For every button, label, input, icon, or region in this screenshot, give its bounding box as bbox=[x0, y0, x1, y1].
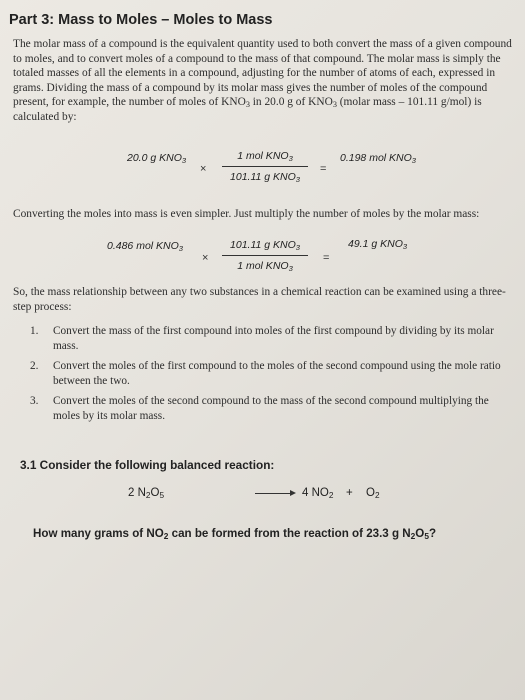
eq1-equals: = bbox=[320, 163, 327, 175]
reaction-product-o2: $O_2$ bbox=[366, 487, 380, 501]
list-item: 1. Convert the mass of the first compound into moles of the first compound by dividing by its molar mass. bbox=[30, 325, 494, 352]
intro-text: in 20.0 g of KNO bbox=[249, 96, 333, 109]
reaction-arrow-icon bbox=[255, 493, 291, 494]
page-title: Part 3: Mass to Moles – Moles to Mass bbox=[9, 12, 273, 28]
intro-text: (molar mass – 101.11 g/mol) is calculated by: bbox=[13, 96, 482, 123]
eq2-times: × bbox=[202, 252, 209, 264]
eq1-result: 0.198 mol $KNO_3$ bbox=[340, 152, 416, 165]
fraction-bar bbox=[222, 166, 308, 167]
list-item: 3. Convert the moles of the second compound to the mass of the second compound multiplying the moles by its molar mass. bbox=[30, 395, 489, 422]
steps-list bbox=[30, 324, 510, 430]
eq1-times: × bbox=[200, 163, 207, 175]
intro-text: The molar mass of a compound is the equivalent quantity used to both convert the mass of a given compound to moles, and to convert moles of a compound to the mass of that compound. The molar mass is simply the totaled masses of all the elements in a compound, adjusting for the number of atoms of each, expressed in grams. Dividing the mass of a compound by its molar mass gives the number of moles of the compound present, for example, the number of moles of KNO bbox=[13, 38, 512, 109]
eq1-given: 20.0 g $KNO_3$ bbox=[127, 152, 187, 165]
eq2-result: 49.1 g $KNO_3$ bbox=[348, 238, 408, 251]
eq2-fraction bbox=[222, 239, 308, 272]
steps-intro: So, the mass relationship between any two substances in a chemical reaction can be examined using a three-step process: bbox=[13, 286, 506, 313]
intro-paragraph bbox=[13, 37, 513, 125]
eq1-fraction bbox=[222, 150, 308, 183]
section-heading: 3.1 Consider the following balanced reaction: bbox=[20, 458, 275, 472]
eq2-equals: = bbox=[323, 252, 330, 264]
subscript: 3 bbox=[245, 100, 250, 110]
reaction-product-no2: 4 $NO_2$ bbox=[302, 487, 334, 501]
eq2-denominator: 1 mol $KNO_3$ bbox=[237, 260, 293, 273]
question-text: How many grams of $NO_2$ can be formed from the reaction of 23.3 g $N_2O_5$? bbox=[33, 527, 437, 542]
eq1-denominator: 101.11 g $KNO_3$ bbox=[230, 171, 300, 184]
reaction-plus: + bbox=[346, 487, 353, 499]
fraction-bar bbox=[222, 255, 308, 256]
moles-to-mass-text: Converting the moles into mass is even simpler. Just multiply the number of moles by the molar mass: bbox=[13, 208, 480, 220]
eq2-numerator: 101.11 g $KNO_3$ bbox=[230, 239, 300, 252]
eq1-numerator: 1 mol $KNO_3$ bbox=[237, 150, 293, 163]
list-item: 2. Convert the moles of the first compound to the moles of the second compound using the mole ratio between the two. bbox=[30, 360, 501, 387]
eq2-given: 0.486 mol $KNO_3$ bbox=[107, 240, 183, 253]
reaction-reactant: 2 $N_2O_5$ bbox=[128, 487, 165, 501]
subscript: 3 bbox=[332, 100, 337, 110]
